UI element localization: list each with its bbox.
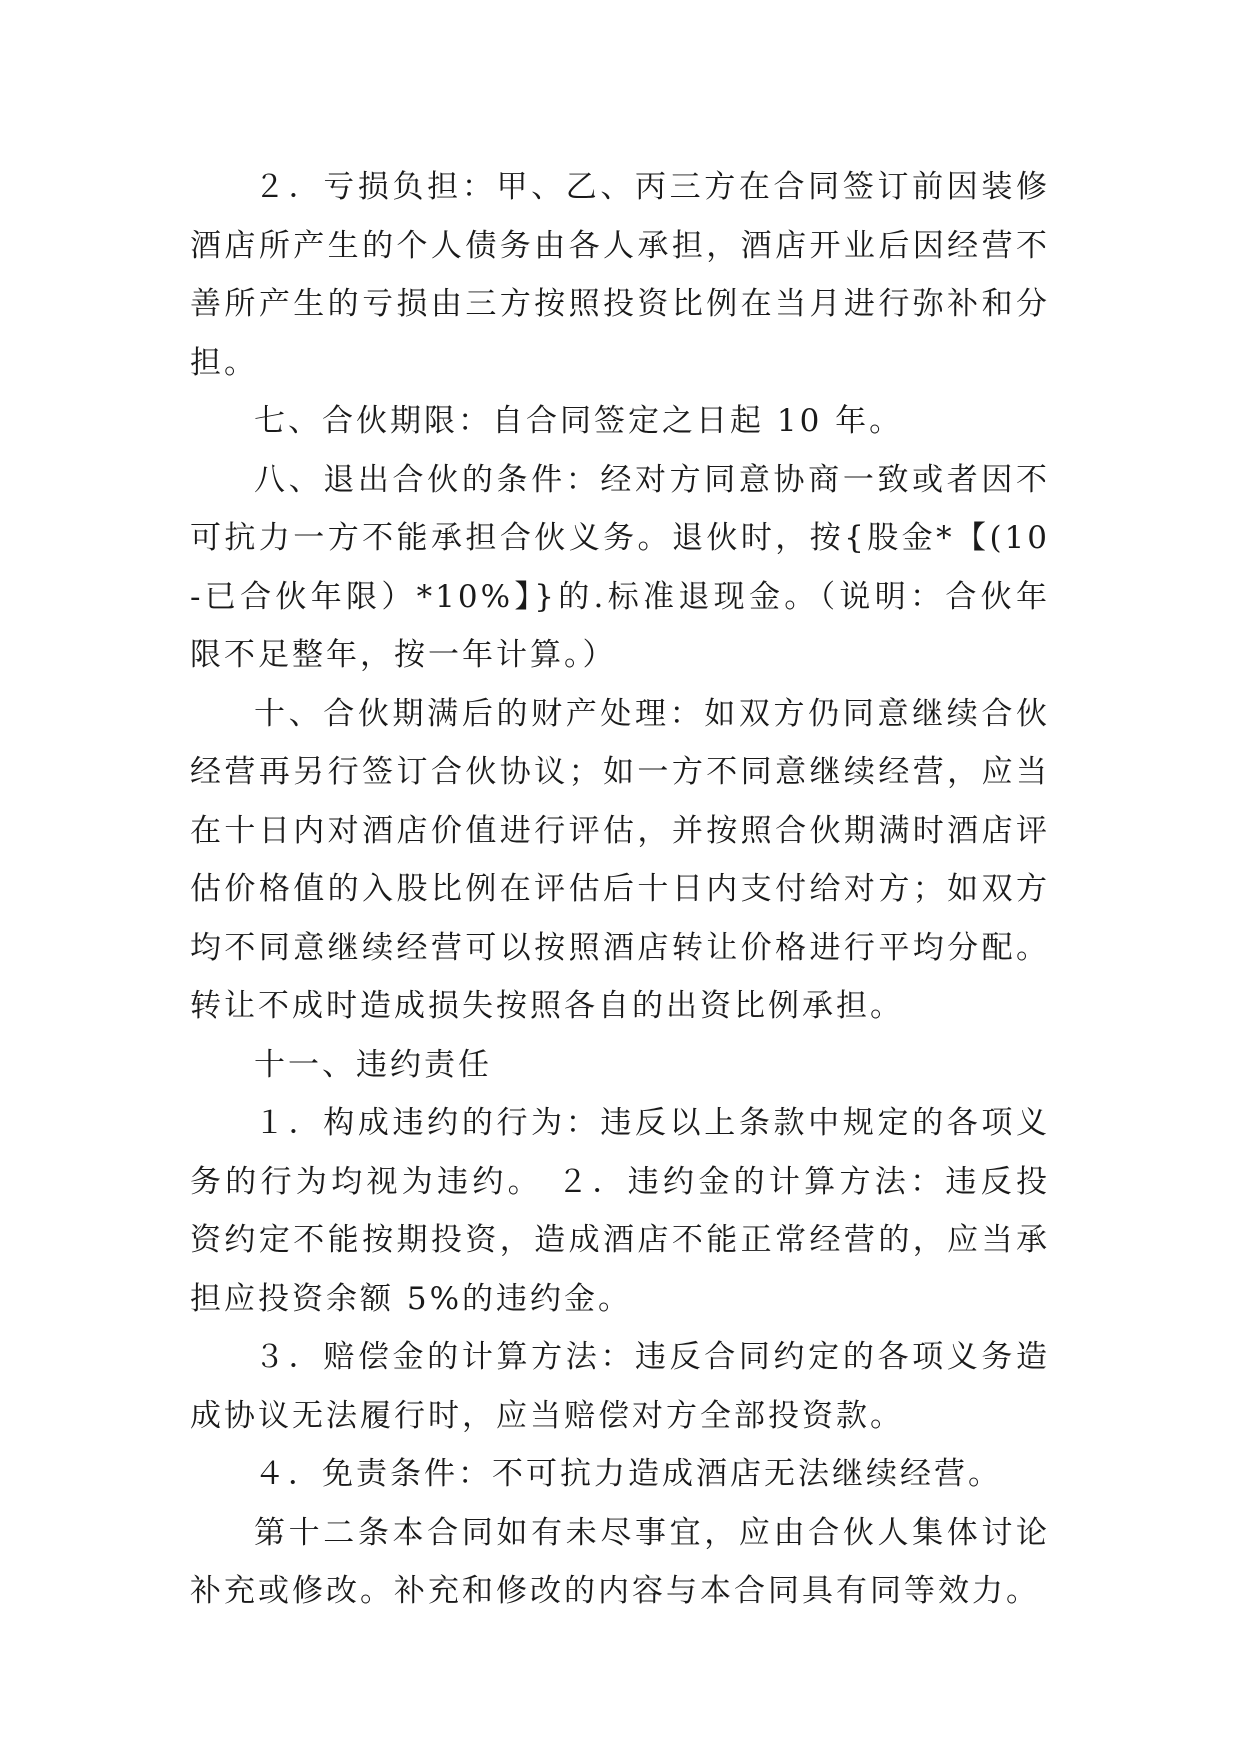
- paragraph-loss-sharing: ２．亏损负担：甲、乙、丙三方在合同签订前因装修酒店所产生的个人债务由各人承担，酒店开业后因经营不善所产生的亏损由三方按照投资比例在当月进行弥补和分担。: [190, 169, 1050, 381]
- document-body: [190, 158, 1050, 1621]
- paragraph-article-twelve: 第十二条本合同如有未尽事宜，应由合伙人集体讨论补充或修改。补充和修改的内容与本合同具有同等效力。: [190, 1514, 1050, 1609]
- paragraph-property-handling: 十、合伙期满后的财产处理：如双方仍同意继续合伙经营再另行签订合伙协议；如一方不同意继续经营，应当在十日内对酒店价值进行评估，并按照合伙期满时酒店评估价格值的入股比例在评估后十日内支付给对方；如双方均不同意继续经营可以按照酒店转让价格进行平均分配。转让不成时造成损失按照各自的出资比例承担。: [190, 695, 1050, 1024]
- paragraph-partnership-term: 七、合伙期限：自合同签定之日起 10 年。: [254, 403, 904, 439]
- paragraph-breach-acts: １．构成违约的行为：违反以上条款中规定的各项义务的行为均视为违约。 ２．违约金的计算方法：违反投资约定不能按期投资，造成酒店不能正常经营的，应当承担应投资余额 5%的违约金。: [190, 1105, 1050, 1317]
- paragraph-compensation: ３．赔偿金的计算方法：违反合同约定的各项义务造成协议无法履行时，应当赔偿对方全部投资款。: [190, 1339, 1050, 1434]
- paragraph-withdrawal-conditions: 八、退出合伙的条件：经对方同意协商一致或者因不可抗力一方不能承担合伙义务。退伙时，按{股金*【(10-已合伙年限）*10%】}的.标准退现金。（说明：合伙年限不足整年，按一年计算。）: [190, 461, 1050, 673]
- heading-breach-liability: 十一、违约责任: [254, 1046, 492, 1083]
- paragraph-exemption: ４．免责条件：不可抗力造成酒店无法继续经营。: [254, 1456, 1002, 1492]
